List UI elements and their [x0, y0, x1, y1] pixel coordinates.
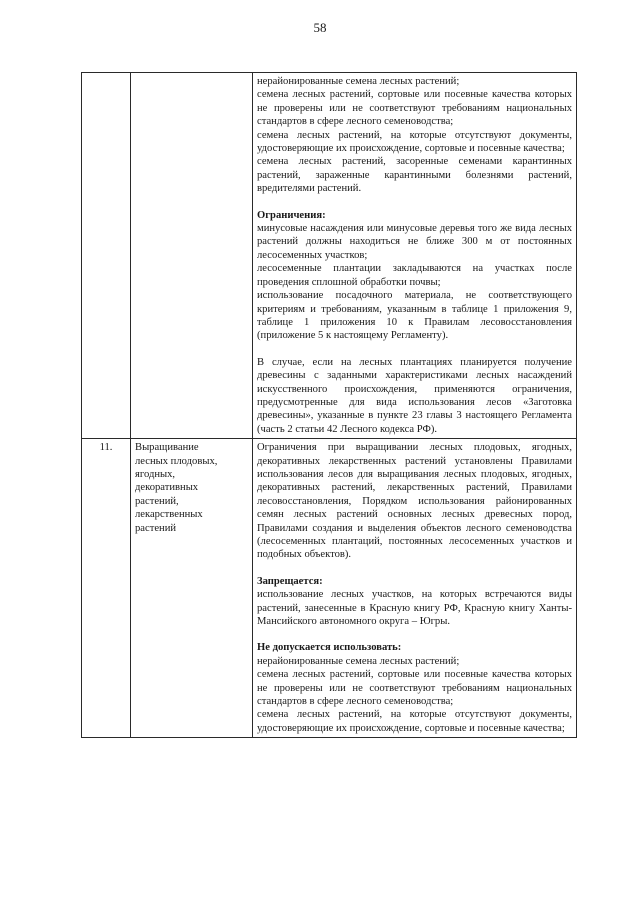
row-number-cell — [82, 73, 131, 439]
paragraph: лесосеменные плантации закладываются на участках после проведения сплошной обработки почвы; — [257, 263, 572, 288]
block-spacer — [257, 196, 572, 209]
activity-name-line: лесных плодовых, — [135, 455, 218, 467]
text-block — [257, 209, 572, 343]
restrictions-cell — [253, 439, 577, 738]
activity-name-line: декоративных — [135, 482, 199, 494]
activity-name-line: ягодных, — [135, 468, 176, 480]
text-block — [257, 641, 572, 735]
activity-name-cell — [131, 73, 253, 439]
block-spacer — [257, 343, 572, 356]
paragraph: В случае, если на лесных плантациях планируется получение древесины с заданными характеристиками лесных насаждений искусственного происхождения, применяются ограничения, предусмотренные для вида использования лесов «Заготовка древесины», указанные в пункте 23 главы 3 настоящего Регламента (часть 2 статьи 42 Лесного кодекса РФ). — [257, 356, 572, 435]
table-row — [82, 439, 577, 738]
activity-name-line: лекарственных — [135, 509, 203, 521]
block-heading: Ограничения: — [257, 209, 326, 221]
text-block — [257, 75, 572, 196]
paragraph: семена лесных растений, сортовые или посевные качества которых не проверены или не соответствуют требованиям национальных стандартов в сфере лесного семеноводства; — [257, 669, 572, 708]
paragraph: минусовые насаждения или минусовые деревья того же вида лесных растений должны находиться не ближе 300 м от постоянных лесосеменных участков; — [257, 223, 572, 261]
block-heading: Запрещается: — [257, 575, 323, 587]
restrictions-cell — [253, 73, 577, 439]
activity-name-line: Выращивание — [135, 442, 199, 454]
block-spacer — [257, 628, 572, 641]
regulation-table — [81, 72, 577, 738]
paragraph: использование лесных участков, на которых встречаются виды растений, занесенные в Красную книгу РФ, Красную книгу Ханты-Мансийского автономного округа – Югры. — [257, 589, 572, 628]
paragraph: нерайонированные семена лесных растений; — [257, 655, 460, 667]
activity-name-cell — [131, 439, 253, 738]
paragraph: семена лесных растений, на которые отсутствуют документы, удостоверяющие их происхождение, сортовые и посевные качества; — [257, 709, 572, 734]
paragraph: нерайонированные семена лесных растений; — [257, 76, 460, 87]
row-number-cell — [82, 439, 131, 738]
block-heading: Не допускается использовать: — [257, 642, 402, 654]
activity-name-line: растений, — [135, 495, 179, 507]
text-block — [257, 441, 572, 562]
activity-name-line: растений — [135, 522, 177, 534]
paragraph: семена лесных растений, сортовые или посевные качества которых не проверены или не соответствуют требованиям национальных стандартов в сфере лесного семеноводства; — [257, 89, 572, 128]
paragraph: семена лесных растений, засоренные семенами карантинных растений, зараженные карантинными болезнями растений, вредителями растений. — [257, 156, 572, 195]
page-number: 58 — [313, 20, 327, 35]
paragraph: семена лесных растений, на которые отсутствуют документы, удостоверяющие их происхождение, сортовые и посевные качества; — [257, 129, 572, 155]
text-block — [257, 356, 572, 436]
paragraph: использование посадочного материала, не соответствующего критериям и требованиям, указанным в таблице 1 приложения 9, таблице 1 приложения 10 к Правилам лесовосстановления (приложение 5 к настоящему Регламенту). — [257, 290, 572, 342]
table-row — [82, 73, 577, 439]
text-block — [257, 575, 572, 629]
block-spacer — [257, 562, 572, 575]
row-number: 11. — [99, 442, 113, 454]
paragraph: Ограничения при выращивании лесных плодовых, ягодных, декоративных лекарственных растений установлены Правилами использования лесов для выращивания лесных плодовых, ягодных, декоративных растений, лекарственных растений, Правилами лесовосстановления, Порядком использования районированных семян лесных растений основных лесных древесных пород, Правилами создания и выделения объектов лесного семеноводства (лесосеменных плантаций, постоянных лесосеменных участков и подобных объектов). — [257, 442, 572, 561]
